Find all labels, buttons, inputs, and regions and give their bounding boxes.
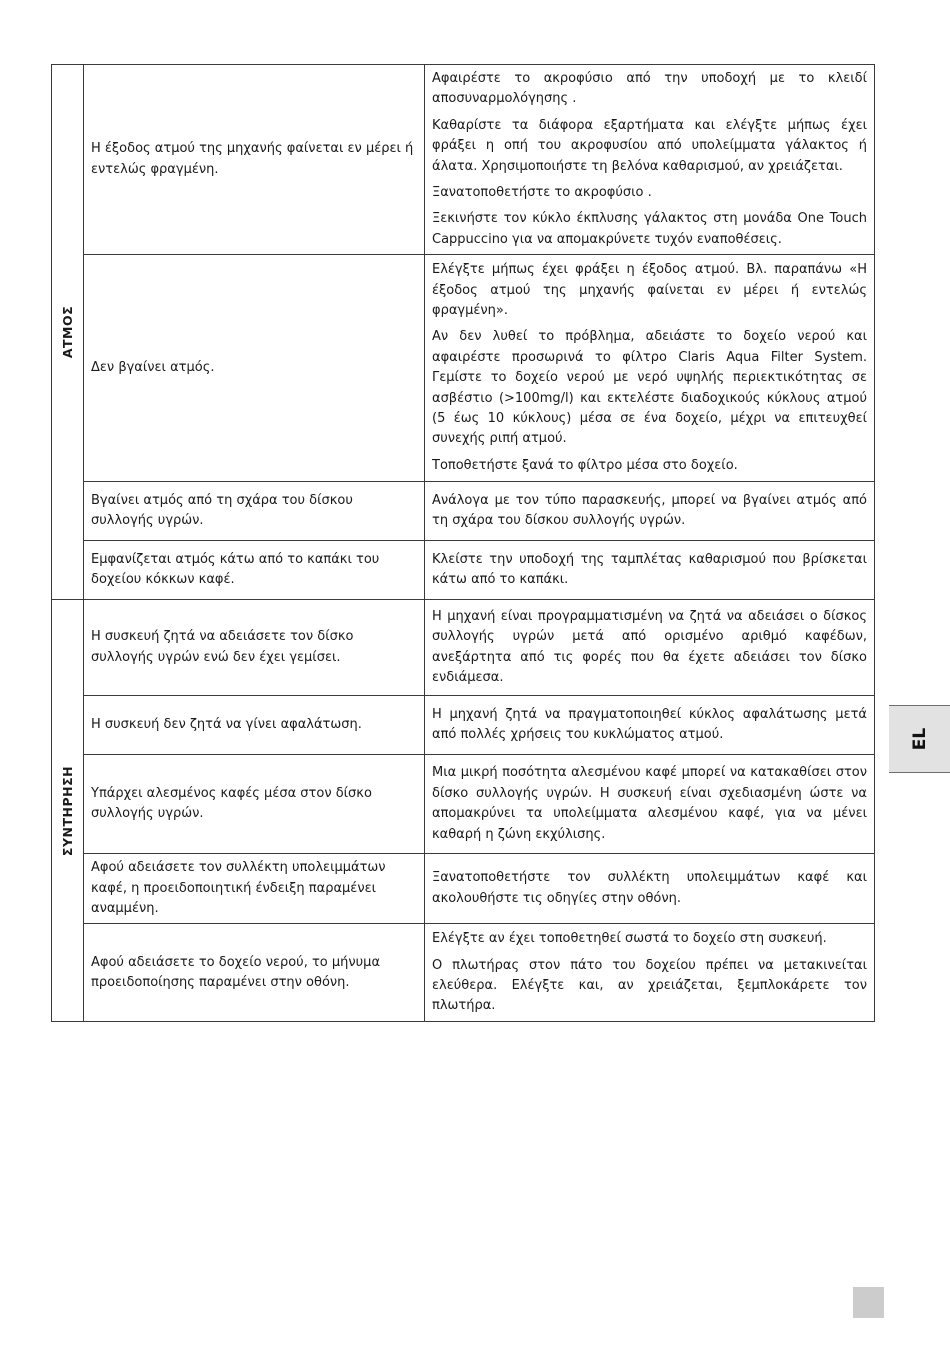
solution-cell [425, 482, 875, 541]
solution-text: Τοποθετήστε ξανά το φίλτρο μέσα στο δοχείο. [432, 457, 738, 473]
table-row [52, 600, 875, 696]
table-row [52, 482, 875, 541]
language-tab-label: EL [909, 727, 930, 751]
solution-cell [425, 541, 875, 600]
solution-text: Ο πλωτήρας στον πάτο του δοχείου πρέπει να μετακινείται ελεύθερα. Ελέγξτε και, αν χρειάζεται, ξεμπλοκάρετε τον πλωτήρα. [432, 957, 867, 1014]
problem-cell: Η συσκευή δεν ζητά να γίνει αφαλάτωση. [84, 696, 425, 755]
language-tab [889, 705, 950, 773]
table-row [52, 65, 875, 255]
problem-cell: Αφού αδειάσετε το δοχείο νερού, το μήνυμα προειδοποίησης παραμένει στην οθόνη. [84, 924, 425, 1022]
table-row [52, 755, 875, 854]
solution-text: Ελέγξτε μήπως έχει φράξει η έξοδος ατμού. Βλ. παραπάνω «Η έξοδος ατμού της μηχανής φαίνεται εν μέρει ή εντελώς φραγμένη». [432, 262, 867, 319]
solution-cell [425, 255, 875, 482]
solution-text: Ξεκινήστε τον κύκλο έκπλυσης γάλακτος στη μονάδα One Touch Cappuccino για να απομακρύνετε τυχόν εναποθέσεις. [432, 211, 867, 247]
problem-cell: Αφού αδειάσετε τον συλλέκτη υπολειμμάτων καφέ, η προειδοποιητική ένδειξη παραμένει αναμμένη. [84, 854, 425, 924]
problem-cell: Η έξοδος ατμού της μηχανής φαίνεται εν μέρει ή εντελώς φραγμένη. [84, 65, 425, 255]
solution-text: Μια μικρή ποσότητα αλεσμένου καφέ μπορεί να κατακαθίσει στον δίσκο συλλογής υγρών. Η συσκευή είναι σχεδιασμένη ώστε να απομακρύνει τα υπολείμματα αλεσμένου καφέ, για να μένει καθαρή η ζώνη εκχύλισης. [432, 765, 867, 842]
solution-text: Η μηχανή είναι προγραμματισμένη να ζητά να αδειάσει ο δίσκος συλλογής υγρών μετά από ορισμένο αριθμό καφέδων, ανεξάρτητα από τις φορές που θα έχετε αδειάσει τον δίσκο ενδιάμεσα. [432, 608, 867, 686]
table-row [52, 696, 875, 755]
solution-text: Ξανατοποθετήστε τον συλλέκτη υπολειμμάτων καφέ και ακολουθήστε τις οδηγίες στην οθόνη. [432, 870, 867, 906]
solution-cell [425, 755, 875, 854]
solution-text: Κλείστε την υποδοχή της ταμπλέτας καθαρισμού που βρίσκεται κάτω από το καπάκι. [432, 551, 867, 588]
table-row [52, 255, 875, 482]
problem-cell: Βγαίνει ατμός από τη σχάρα του δίσκου συλλογής υγρών. [84, 482, 425, 541]
solution-text: Καθαρίστε τα διάφορα εξαρτήματα και ελέγξτε μήπως έχει φράξει η οπή του ακροφυσίου από υπολείμματα γάλακτος ή άλατα. Χρησιμοποιήστε τη βελόνα καθαρισμού, αν χρειάζεται. [432, 117, 867, 174]
table-row [52, 541, 875, 600]
solution-text: Ανάλογα με τον τύπο παρασκευής, μπορεί να βγαίνει ατμός από τη σχάρα του δίσκου συλλογής υγρών. [432, 492, 867, 529]
solution-cell [425, 854, 875, 924]
solution-cell [425, 65, 875, 255]
solution-cell [425, 924, 875, 1022]
solution-text: Αν δεν λυθεί το πρόβλημα, αδειάστε το δοχείο νερού και αφαιρέστε προσωρινά το φίλτρο Claris Aqua Filter System. Γεμίστε το δοχείο νερού με νερό υψηλής περιεκτικότητας σε ασβέστιο (>100mg/l) και εκτελέστε διαδοχικούς κύκλους ατμού (5 έως 10 κύκλους) μέσα σε ένα δοχείο, μέχρι να επιτευχθεί συνεχής ριπή ατμού. [432, 329, 867, 447]
section-header-steam [52, 65, 84, 600]
solution-text: Αφαιρέστε το ακροφύσιο από την υποδοχή με το κλειδί αποσυναρμολόγησης . [432, 71, 867, 107]
problem-cell: Η συσκευή ζητά να αδειάσετε τον δίσκο συλλογής υγρών ενώ δεν έχει γεμίσει. [84, 600, 425, 696]
solution-text: Η μηχανή ζητά να πραγματοποιηθεί κύκλος αφαλάτωσης μετά από πολλές χρήσεις του κυκλώματος ατμού. [432, 706, 867, 743]
table-row [52, 924, 875, 1022]
section-label: ΣΥΝΤΗΡΗΣΗ [59, 765, 75, 856]
solution-text: Ελέγξτε αν έχει τοποθετηθεί σωστά το δοχείο στη συσκευή. [432, 931, 827, 947]
section-header-maintenance [52, 600, 84, 1022]
section-label: ΑΤΜΟΣ [59, 305, 75, 359]
solution-cell [425, 696, 875, 755]
troubleshooting-table [51, 64, 875, 1022]
problem-cell: Δεν βγαίνει ατμός. [84, 255, 425, 482]
problem-cell: Εμφανίζεται ατμός κάτω από το καπάκι του δοχείου κόκκων καφέ. [84, 541, 425, 600]
solution-cell [425, 600, 875, 696]
page-number-box [853, 1287, 884, 1318]
table-row [52, 854, 875, 924]
solution-text: Ξανατοποθετήστε το ακροφύσιο . [432, 185, 652, 201]
problem-cell: Υπάρχει αλεσμένος καφές μέσα στον δίσκο συλλογής υγρών. [84, 755, 425, 854]
